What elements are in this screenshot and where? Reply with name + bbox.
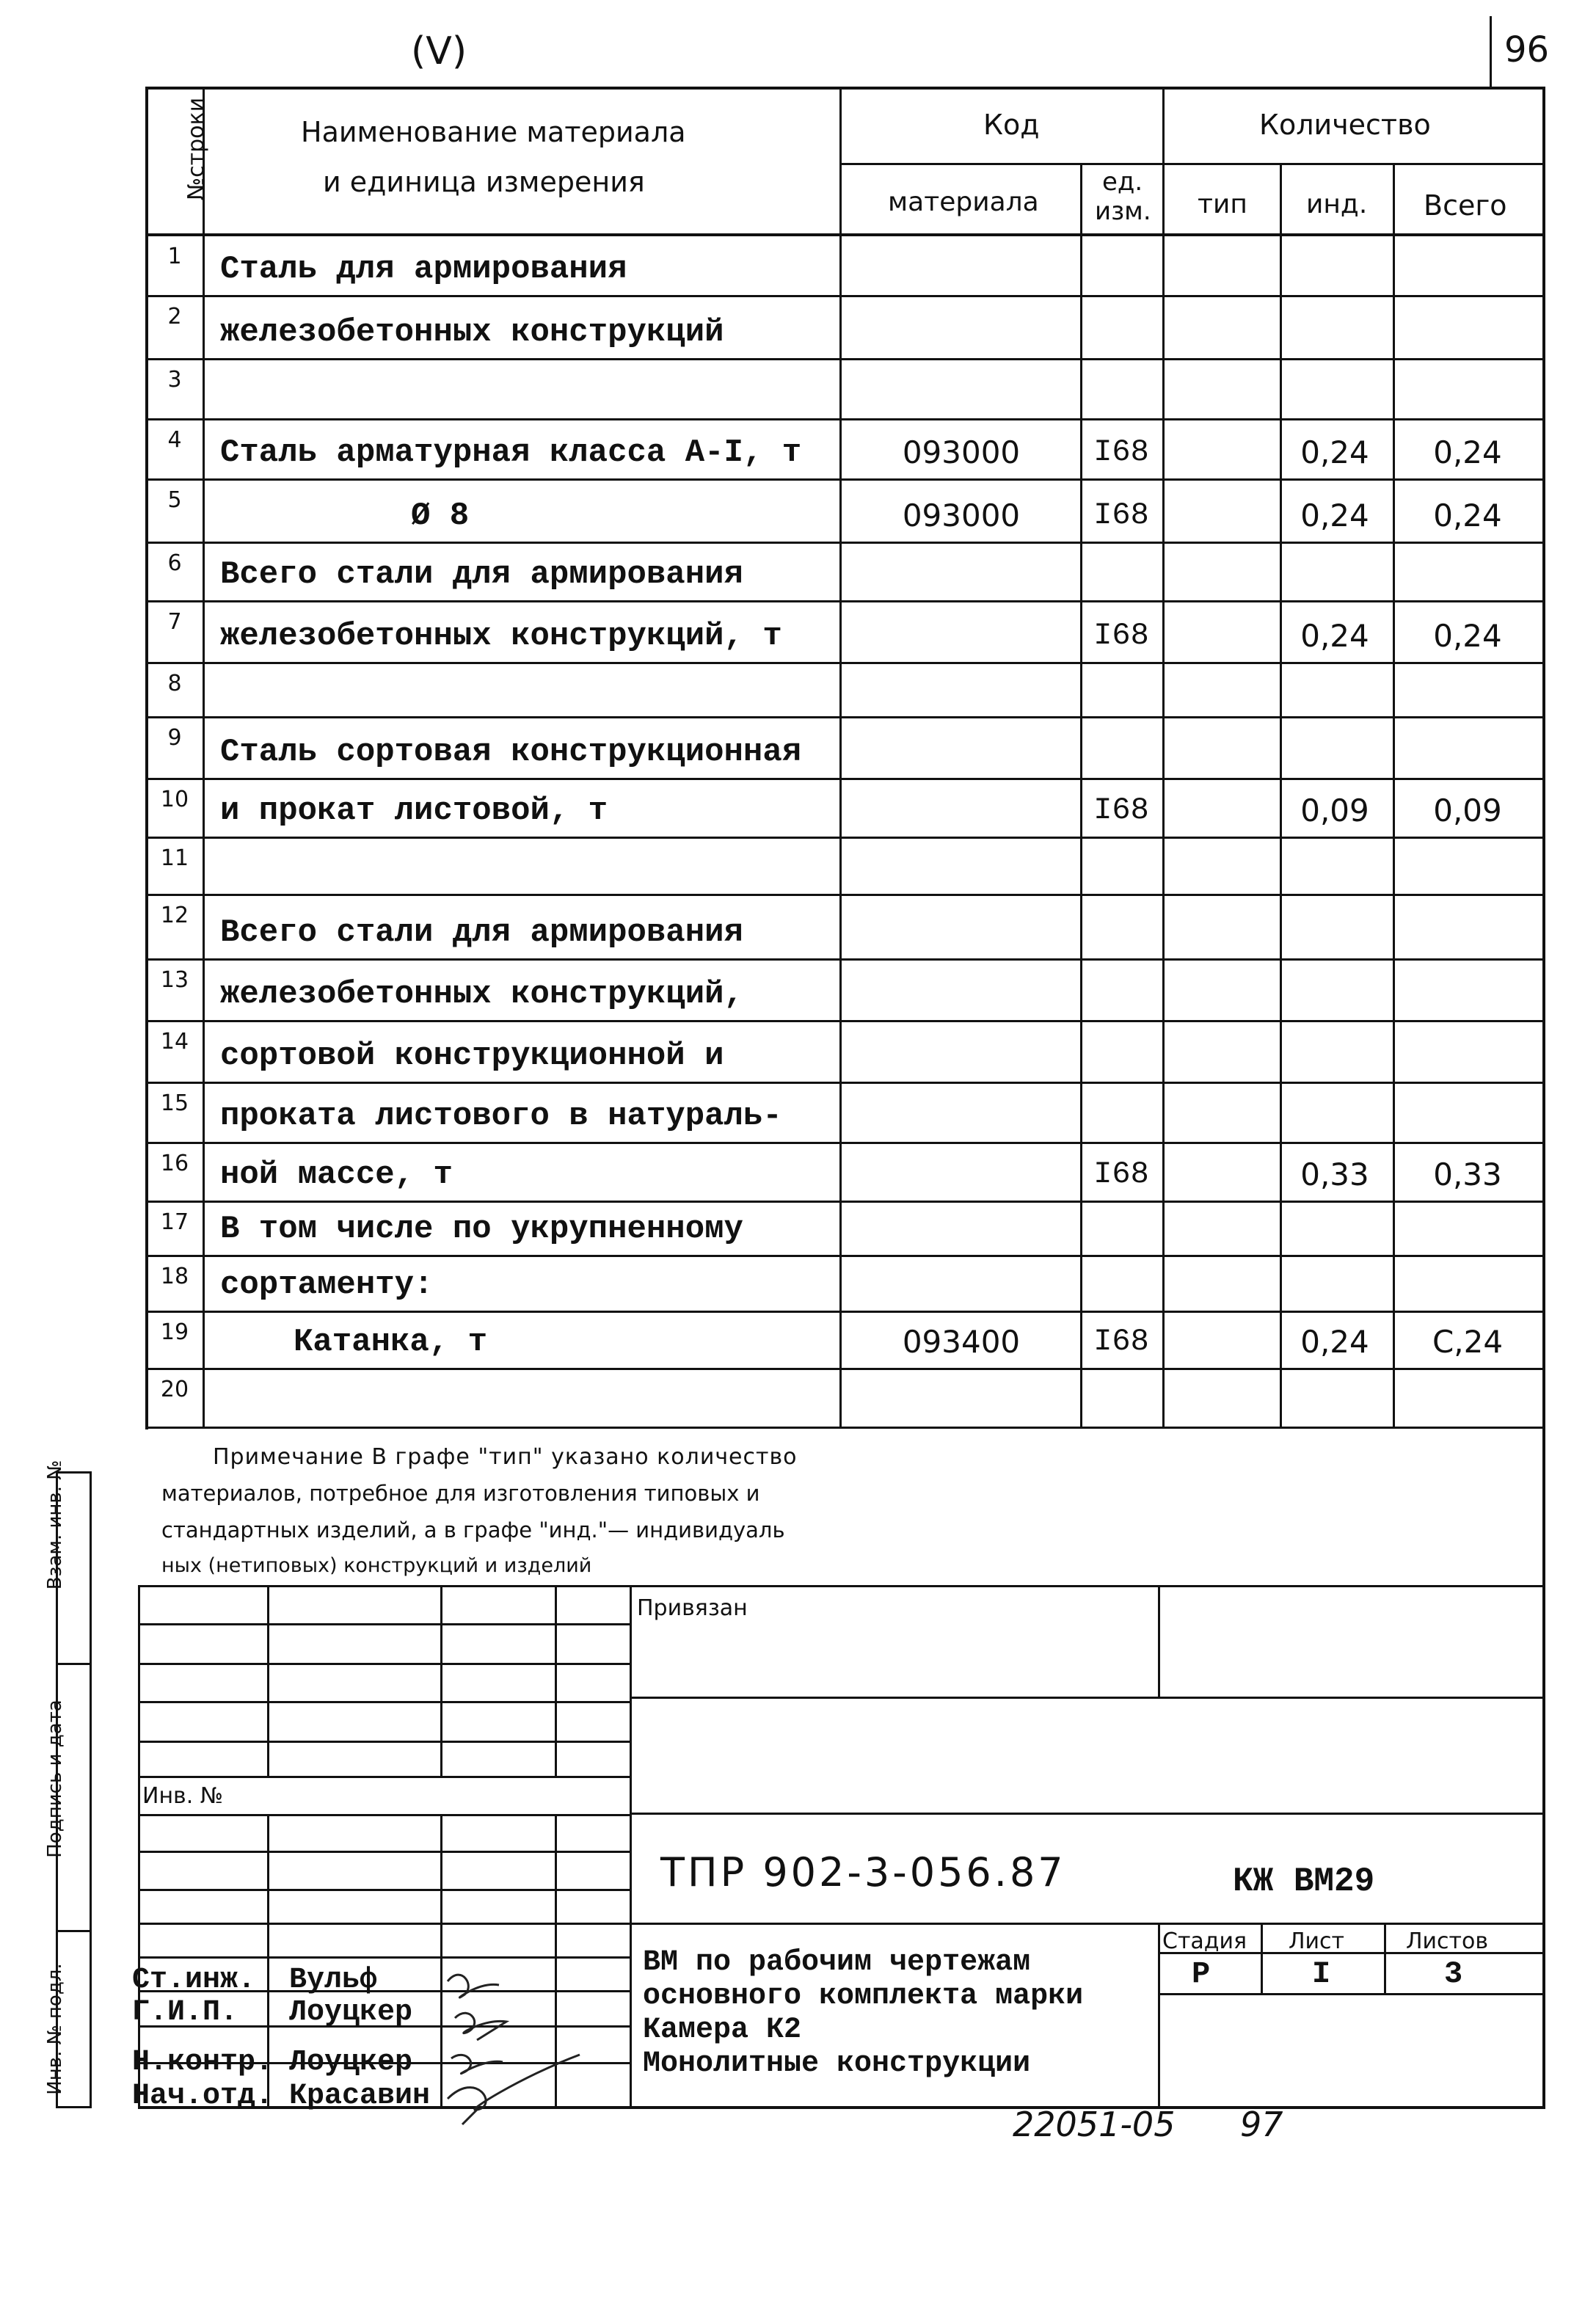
row-name: Катанка, т xyxy=(294,1324,488,1361)
stage-value: Р xyxy=(1192,1956,1211,1992)
row-number: 9 xyxy=(167,725,182,751)
col-unit-split xyxy=(1162,87,1165,1427)
row-ind: 0,24 xyxy=(1300,498,1369,533)
sheets-label: Листов xyxy=(1406,1928,1489,1954)
sign-col-line xyxy=(267,1585,269,1776)
stamp-main-split xyxy=(630,1585,632,2108)
row-name: сортаменту: xyxy=(220,1267,434,1303)
title-line-1: ВМ по рабочим чертежам xyxy=(643,1946,1031,1979)
document-mark: КЖ ВМ29 xyxy=(1233,1862,1375,1901)
row-code: 093400 xyxy=(902,1324,1021,1360)
sheet-label: Лист xyxy=(1289,1928,1345,1954)
row-code: 093000 xyxy=(902,434,1021,470)
row-name: ной массе, т xyxy=(220,1157,453,1193)
row-name: и прокат листовой, т xyxy=(220,793,608,829)
row-total: 0,09 xyxy=(1433,793,1502,828)
row-name: Сталь арматурная класса А-I, т xyxy=(220,434,802,471)
sign-col-line xyxy=(555,1585,557,1776)
stamp-stage-bottom xyxy=(1158,1993,1544,1995)
row-separator xyxy=(147,1142,1544,1144)
row-number: 2 xyxy=(167,304,182,329)
header-code: Код xyxy=(983,109,1040,141)
header-ind: инд. xyxy=(1306,189,1368,219)
col-name xyxy=(839,87,842,1427)
sheet-number-box-left xyxy=(1490,16,1492,88)
row-ind: 0,24 xyxy=(1300,434,1369,470)
signer-name-4: Красавин xyxy=(289,2080,431,2113)
header-name-line1: Наименование материала xyxy=(301,116,686,148)
row-number: 13 xyxy=(160,967,189,993)
row-name: железобетонных конструкций, т xyxy=(220,618,782,655)
stage-label: Стадия xyxy=(1162,1928,1247,1954)
row-unit: I68 xyxy=(1093,498,1149,533)
stamp-code-top xyxy=(630,1813,1544,1815)
row-number: 14 xyxy=(160,1029,189,1055)
row-separator xyxy=(147,600,1544,602)
document-code: ТПР 902-3-056.87 xyxy=(660,1849,1066,1895)
row-number: 3 xyxy=(167,367,182,393)
side-split-2 xyxy=(56,1930,91,1932)
header-unit-1: ед. xyxy=(1102,167,1143,197)
stamp-code-bottom xyxy=(630,1923,1544,1925)
col-num xyxy=(203,87,205,1427)
side-label-podpis: Подпись и дата xyxy=(44,1700,66,1858)
stamp-title-split xyxy=(1158,1923,1160,2108)
sign-row-line xyxy=(138,1776,630,1778)
header-total: Всего xyxy=(1424,189,1507,222)
row-total: 0,33 xyxy=(1433,1157,1502,1192)
header-typ: тип xyxy=(1198,189,1247,219)
row-separator xyxy=(147,295,1544,297)
signer-role-3: Н.контр. xyxy=(132,2046,274,2079)
row-number: 8 xyxy=(167,671,182,696)
row-name: железобетонных конструкций, xyxy=(220,976,743,1013)
row-number: 1 xyxy=(167,244,182,269)
row-unit: I68 xyxy=(1093,1157,1149,1192)
note-line-2: материалов, потребное для изготовления типовых и xyxy=(161,1481,760,1506)
stamp-stage-split2 xyxy=(1384,1923,1386,1993)
row-number: 18 xyxy=(160,1264,189,1289)
stamp-outer-right xyxy=(1542,1427,1545,2109)
row-separator xyxy=(147,1020,1544,1022)
signer-role-1: Ст.инж. xyxy=(132,1964,256,1997)
row-separator xyxy=(147,1368,1544,1370)
header-quantity: Количество xyxy=(1259,109,1431,141)
row-separator xyxy=(147,662,1544,664)
row-number: 12 xyxy=(160,903,189,928)
row-separator xyxy=(147,778,1544,780)
row-number: 20 xyxy=(160,1377,189,1402)
row-separator xyxy=(147,478,1544,481)
row-name: железобетонных конструкций xyxy=(220,314,724,351)
row-separator xyxy=(147,1427,1544,1429)
stamp-tied-split xyxy=(1158,1585,1160,1697)
title-line-4: Монолитные конструкции xyxy=(643,2047,1031,2080)
row-code: 093000 xyxy=(902,498,1021,533)
row-separator xyxy=(147,1311,1544,1313)
row-separator xyxy=(147,958,1544,961)
header-bottom-line xyxy=(147,233,1544,236)
note-line-3: стандартных изделий, а в графе "инд."— индивидуаль xyxy=(161,1518,785,1542)
row-separator xyxy=(147,418,1544,420)
row-number: 15 xyxy=(160,1090,189,1116)
row-name: Всего стали для армирования xyxy=(220,556,743,593)
row-unit: I68 xyxy=(1093,793,1149,828)
row-separator xyxy=(147,1082,1544,1084)
row-number: 4 xyxy=(167,427,182,453)
row-number: 5 xyxy=(167,487,182,513)
row-name: проката листового в натураль- xyxy=(220,1098,782,1134)
header-unit-2: изм. xyxy=(1095,197,1151,226)
row-number: 10 xyxy=(160,787,189,812)
row-separator xyxy=(147,542,1544,544)
stamp-stage-split1 xyxy=(1261,1923,1263,1993)
title-line-2: основного комплекта марки xyxy=(643,1980,1084,2013)
table-right-border xyxy=(1542,87,1545,1429)
row-separator xyxy=(147,837,1544,839)
note-line-1: Примечание В графе "тип" указано количество xyxy=(213,1444,798,1470)
row-number: 6 xyxy=(167,550,182,576)
row-name: Всего стали для армирования xyxy=(220,914,743,951)
side-label-vzam: Взам. инв. № xyxy=(44,1460,66,1590)
row-unit: I68 xyxy=(1093,434,1149,470)
row-ind: 0,09 xyxy=(1300,793,1369,828)
row-ind: 0,24 xyxy=(1300,618,1369,654)
row-ind: 0,33 xyxy=(1300,1157,1369,1192)
row-number: 11 xyxy=(160,845,189,871)
signer-name-2: Лоуцкер xyxy=(289,1996,413,2029)
row-unit: I68 xyxy=(1093,1324,1149,1359)
row-name: сортовой конструкционной и xyxy=(220,1038,724,1074)
row-separator xyxy=(147,894,1544,896)
inv-label: Инв. № xyxy=(142,1783,224,1809)
row-separator xyxy=(147,358,1544,360)
row-total: 0,24 xyxy=(1433,498,1502,533)
signer-role-4: Нач.отд. xyxy=(132,2080,274,2113)
sheet-value: I xyxy=(1312,1956,1331,1992)
table-top-border xyxy=(147,87,1544,90)
row-number: 7 xyxy=(167,609,182,635)
row-name: Сталь сортовая конструкционная xyxy=(220,734,802,771)
sheet-number: 96 xyxy=(1504,29,1550,70)
row-number: 17 xyxy=(160,1209,189,1235)
row-total: 0,24 xyxy=(1433,434,1502,470)
row-separator xyxy=(147,716,1544,718)
row-name: В том числе по укрупненному xyxy=(220,1211,743,1247)
side-label-inv-podl: Инв. № подл. xyxy=(44,1963,66,2095)
row-name: Ø 8 xyxy=(411,498,470,534)
header-material: материала xyxy=(888,187,1039,217)
archive-number: 22051-05 xyxy=(1013,2105,1176,2144)
row-name: Сталь для армирования xyxy=(220,251,627,288)
header-sub-line xyxy=(839,163,1544,165)
stamp-tied-bottom xyxy=(630,1697,1544,1699)
row-total: 0,24 xyxy=(1433,618,1502,654)
row-unit: I68 xyxy=(1093,618,1149,653)
row-total: С,24 xyxy=(1432,1324,1504,1360)
header-row-number: №строки xyxy=(183,97,209,201)
sheets-value: 3 xyxy=(1444,1956,1463,1992)
tied-label: Привязан xyxy=(637,1595,748,1621)
sign-col-line xyxy=(440,1585,442,1776)
row-separator xyxy=(147,1201,1544,1203)
row-ind: 0,24 xyxy=(1300,1324,1369,1360)
note-line-4: ных (нетиповых) конструкций и изделий xyxy=(161,1554,592,1577)
title-line-3: Камера К2 xyxy=(643,2014,802,2047)
row-separator xyxy=(147,1255,1544,1257)
signer-role-2: Г.И.П. xyxy=(132,1996,238,2029)
row-number: 19 xyxy=(160,1319,189,1345)
footer-page: 97 xyxy=(1240,2105,1283,2144)
signer-name-3: Лоуцкер xyxy=(289,2046,413,2079)
variant-mark: (V) xyxy=(411,29,467,73)
signer-name-1: Вульф xyxy=(289,1964,378,1997)
row-number: 16 xyxy=(160,1151,189,1176)
side-inner xyxy=(90,1471,92,2108)
header-name-line2: и единица измерения xyxy=(323,166,645,198)
handwritten-signatures xyxy=(433,1959,609,2128)
